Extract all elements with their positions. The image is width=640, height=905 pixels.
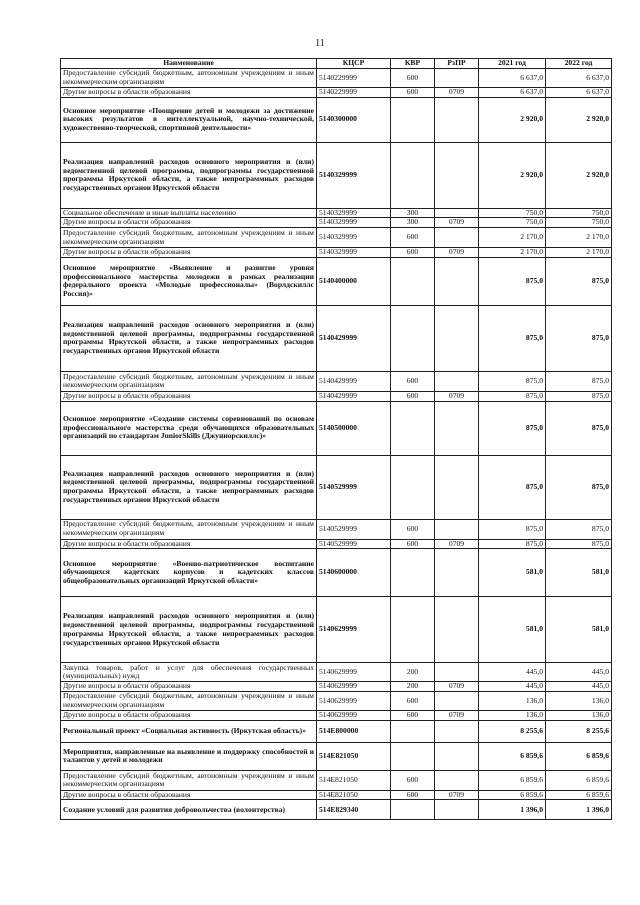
header-rzpr: РзПР xyxy=(435,59,479,69)
table-row xyxy=(61,742,612,770)
row-2022: 875,0 xyxy=(546,519,612,539)
table-row xyxy=(61,692,612,711)
row-2022: 445,0 xyxy=(546,682,612,692)
table-row xyxy=(61,790,612,800)
row-name: Другие вопросы в области образования xyxy=(61,682,317,692)
row-kcsr: 5140229999 xyxy=(317,69,391,88)
row-2022: 875,0 xyxy=(546,455,612,519)
table-row xyxy=(61,455,612,519)
table-row xyxy=(61,711,612,721)
row-kvr: 600 xyxy=(391,228,435,248)
row-kcsr: 5140529999 xyxy=(317,519,391,539)
row-kcsr: 514E821050 xyxy=(317,770,391,790)
row-2021: 875,0 xyxy=(479,391,546,401)
row-rzpr xyxy=(435,97,479,142)
row-kcsr: 5140429999 xyxy=(317,371,391,391)
table-row xyxy=(61,88,612,98)
row-rzpr xyxy=(435,228,479,248)
row-name: Региональный проект «Социальная активность (Иркутская область)» xyxy=(61,720,317,742)
row-kvr xyxy=(391,720,435,742)
row-kcsr: 5140429999 xyxy=(317,391,391,401)
table-row xyxy=(61,770,612,790)
row-kcsr: 5140329999 xyxy=(317,228,391,248)
row-2022: 6 859,6 xyxy=(546,742,612,770)
row-2021: 750,0 xyxy=(479,218,546,228)
row-name: Предоставление субсидий бюджетным, автономным учреждениям и иным некоммерческим организациям xyxy=(61,69,317,88)
row-rzpr xyxy=(435,720,479,742)
table-body xyxy=(61,69,612,820)
row-2022: 8 255,6 xyxy=(546,720,612,742)
row-name: Другие вопросы в области образования xyxy=(61,248,317,258)
row-2021: 6 637,0 xyxy=(479,69,546,88)
table-row xyxy=(61,597,612,663)
table-row xyxy=(61,720,612,742)
page-number: 11 xyxy=(315,38,325,49)
row-2022: 136,0 xyxy=(546,692,612,711)
row-rzpr: 0709 xyxy=(435,682,479,692)
row-rzpr: 0709 xyxy=(435,790,479,800)
row-2022: 875,0 xyxy=(546,401,612,455)
row-rzpr: 0709 xyxy=(435,539,479,549)
table-row xyxy=(61,682,612,692)
row-rzpr: 0709 xyxy=(435,248,479,258)
row-rzpr xyxy=(435,800,479,820)
table-row xyxy=(61,248,612,258)
row-2022: 750,0 xyxy=(546,208,612,218)
table-row xyxy=(61,142,612,208)
table-row xyxy=(61,305,612,371)
row-2021: 750,0 xyxy=(479,208,546,218)
table-row xyxy=(61,97,612,142)
header-kvr: КВР xyxy=(391,59,435,69)
row-name: Социальное обеспечение и иные выплаты населению xyxy=(61,208,317,218)
row-kvr: 200 xyxy=(391,663,435,682)
row-2021: 136,0 xyxy=(479,692,546,711)
row-kvr: 300 xyxy=(391,218,435,228)
header-kcsr: КЦСР xyxy=(317,59,391,69)
row-kvr: 600 xyxy=(391,69,435,88)
row-kvr xyxy=(391,142,435,208)
row-rzpr xyxy=(435,69,479,88)
row-name: Мероприятия, направленные на выявление и поддержку способностей и талантов у детей и молодежи xyxy=(61,742,317,770)
row-2021: 1 396,0 xyxy=(479,800,546,820)
row-kcsr: 5140529999 xyxy=(317,539,391,549)
row-rzpr xyxy=(435,663,479,682)
row-kcsr: 5140329999 xyxy=(317,142,391,208)
row-kcsr: 5140629999 xyxy=(317,663,391,682)
row-name: Основное мероприятие «Военно-патриотическое воспитание обучающихся кадетских корпусов и кадетских классов общеобразовательных организаций Иркутской области» xyxy=(61,549,317,597)
table-header-row xyxy=(61,59,612,69)
row-rzpr: 0709 xyxy=(435,391,479,401)
row-2021: 875,0 xyxy=(479,539,546,549)
table-row xyxy=(61,371,612,391)
row-kvr xyxy=(391,401,435,455)
row-kvr: 600 xyxy=(391,391,435,401)
row-rzpr xyxy=(435,142,479,208)
row-kcsr: 5140329999 xyxy=(317,218,391,228)
table-row xyxy=(61,218,612,228)
header-2022: 2022 год xyxy=(546,59,612,69)
row-2021: 2 920,0 xyxy=(479,97,546,142)
row-name: Предоставление субсидий бюджетным, автономным учреждениям и иным некоммерческим организациям xyxy=(61,770,317,790)
row-kvr: 600 xyxy=(391,248,435,258)
row-kcsr: 5140429999 xyxy=(317,305,391,371)
row-kvr xyxy=(391,742,435,770)
row-2022: 875,0 xyxy=(546,305,612,371)
row-name: Реализация направлений расходов основного мероприятия и (или) ведомственной целевой программы, подпрограммы государственной программы Иркутской области, а также непрограммных расходов государственных органов Иркутской области xyxy=(61,455,317,519)
row-kcsr: 5140600000 xyxy=(317,549,391,597)
table-row xyxy=(61,228,612,248)
row-2022: 1 396,0 xyxy=(546,800,612,820)
row-rzpr xyxy=(435,770,479,790)
row-kvr: 600 xyxy=(391,539,435,549)
row-kvr: 600 xyxy=(391,790,435,800)
row-kvr: 600 xyxy=(391,519,435,539)
row-kcsr: 5140629999 xyxy=(317,682,391,692)
row-2021: 875,0 xyxy=(479,257,546,305)
row-kcsr: 514E821050 xyxy=(317,742,391,770)
row-rzpr xyxy=(435,597,479,663)
row-2021: 445,0 xyxy=(479,663,546,682)
row-2021: 581,0 xyxy=(479,597,546,663)
row-2021: 875,0 xyxy=(479,401,546,455)
row-rzpr xyxy=(435,692,479,711)
row-2022: 875,0 xyxy=(546,371,612,391)
row-name: Другие вопросы в области образования xyxy=(61,88,317,98)
row-2022: 875,0 xyxy=(546,539,612,549)
row-rzpr xyxy=(435,742,479,770)
row-name: Другие вопросы в области образования xyxy=(61,391,317,401)
table-row xyxy=(61,549,612,597)
row-name: Реализация направлений расходов основного мероприятия и (или) ведомственной целевой программы, подпрограммы государственной программы Иркутской области, а также непрограммных расходов государственных органов Иркутской области xyxy=(61,142,317,208)
row-2021: 875,0 xyxy=(479,371,546,391)
row-name: Предоставление субсидий бюджетным, автономным учреждениям и иным некоммерческим организациям xyxy=(61,519,317,539)
row-kcsr: 5140629999 xyxy=(317,692,391,711)
row-kvr xyxy=(391,257,435,305)
row-name: Реализация направлений расходов основного мероприятия и (или) ведомственной целевой программы, подпрограммы государственной программы Иркутской области, а также непрограммных расходов государственных органов Иркутской области xyxy=(61,305,317,371)
row-kvr xyxy=(391,549,435,597)
row-kvr: 600 xyxy=(391,770,435,790)
row-name: Другие вопросы в области образования xyxy=(61,711,317,721)
row-2022: 2 920,0 xyxy=(546,97,612,142)
row-kcsr: 5140529999 xyxy=(317,455,391,519)
table-row xyxy=(61,257,612,305)
row-name: Предоставление субсидий бюджетным, автономным учреждениям и иным некоммерческим организациям xyxy=(61,228,317,248)
row-kcsr: 514E829340 xyxy=(317,800,391,820)
row-name: Основное мероприятие «Поощрение детей и молодежи за достижение высоких результатов в интеллектуальной, научно-технической, художественно-творческой, спортивной деятельности» xyxy=(61,97,317,142)
row-kvr xyxy=(391,597,435,663)
row-rzpr xyxy=(435,401,479,455)
row-kvr: 600 xyxy=(391,371,435,391)
row-2021: 875,0 xyxy=(479,519,546,539)
row-2022: 581,0 xyxy=(546,549,612,597)
row-kcsr: 5140629999 xyxy=(317,597,391,663)
row-2021: 2 170,0 xyxy=(479,248,546,258)
row-name: Другие вопросы в области образования xyxy=(61,218,317,228)
row-kcsr: 5140629999 xyxy=(317,711,391,721)
row-2021: 6 637,0 xyxy=(479,88,546,98)
row-kcsr: 5140500000 xyxy=(317,401,391,455)
row-kcsr: 5140229999 xyxy=(317,88,391,98)
row-rzpr xyxy=(435,257,479,305)
row-name: Закупка товаров, работ и услуг для обеспечения государственных (муниципальных) нужд xyxy=(61,663,317,682)
row-2022: 136,0 xyxy=(546,711,612,721)
row-rzpr xyxy=(435,549,479,597)
row-kvr: 300 xyxy=(391,208,435,218)
row-2022: 875,0 xyxy=(546,257,612,305)
row-2021: 2 170,0 xyxy=(479,228,546,248)
row-rzpr xyxy=(435,519,479,539)
row-2021: 6 859,6 xyxy=(479,742,546,770)
table-row xyxy=(61,208,612,218)
row-2021: 581,0 xyxy=(479,549,546,597)
row-kvr xyxy=(391,455,435,519)
row-name: Другие вопросы в области образования xyxy=(61,539,317,549)
row-2022: 2 170,0 xyxy=(546,228,612,248)
row-2021: 6 859,6 xyxy=(479,770,546,790)
row-2022: 6 859,6 xyxy=(546,770,612,790)
row-kcsr: 514E800000 xyxy=(317,720,391,742)
row-kvr: 200 xyxy=(391,682,435,692)
row-2022: 875,0 xyxy=(546,391,612,401)
row-2022: 6 637,0 xyxy=(546,88,612,98)
row-kvr xyxy=(391,305,435,371)
row-kcsr: 5140300000 xyxy=(317,97,391,142)
row-name: Реализация направлений расходов основного мероприятия и (или) ведомственной целевой программы, подпрограммы государственной программы Иркутской области, а также непрограммных расходов государственных органов Иркутской области xyxy=(61,597,317,663)
row-rzpr xyxy=(435,455,479,519)
row-2022: 6 859,6 xyxy=(546,790,612,800)
row-kcsr: 514E821050 xyxy=(317,790,391,800)
row-2021: 2 920,0 xyxy=(479,142,546,208)
row-2021: 8 255,6 xyxy=(479,720,546,742)
row-rzpr: 0709 xyxy=(435,88,479,98)
row-2022: 750,0 xyxy=(546,218,612,228)
row-name: Предоставление субсидий бюджетным, автономным учреждениям и иным некоммерческим организациям xyxy=(61,692,317,711)
row-2022: 2 920,0 xyxy=(546,142,612,208)
row-2021: 445,0 xyxy=(479,682,546,692)
row-kvr xyxy=(391,800,435,820)
row-2022: 445,0 xyxy=(546,663,612,682)
header-2021: 2021 год xyxy=(479,59,546,69)
table-row xyxy=(61,519,612,539)
row-2022: 2 170,0 xyxy=(546,248,612,258)
table-row xyxy=(61,800,612,820)
row-kvr: 600 xyxy=(391,88,435,98)
table-row xyxy=(61,663,612,682)
row-kcsr: 5140329999 xyxy=(317,208,391,218)
row-rzpr xyxy=(435,208,479,218)
row-kcsr: 5140400000 xyxy=(317,257,391,305)
row-rzpr xyxy=(435,371,479,391)
table-row xyxy=(61,69,612,88)
row-2021: 875,0 xyxy=(479,455,546,519)
row-name: Предоставление субсидий бюджетным, автономным учреждениям и иным некоммерческим организациям xyxy=(61,371,317,391)
row-name: Другие вопросы в области образования xyxy=(61,790,317,800)
row-2022: 581,0 xyxy=(546,597,612,663)
row-kvr: 600 xyxy=(391,692,435,711)
row-name: Основное мероприятие «Создание системы соревнований по основам профессионального мастерства среди обучающихся образовательных организаций по стандартам JuniorSkills (Джуниорскиллс)» xyxy=(61,401,317,455)
row-2021: 136,0 xyxy=(479,711,546,721)
row-kvr xyxy=(391,97,435,142)
row-kvr: 600 xyxy=(391,711,435,721)
row-2021: 6 859,6 xyxy=(479,790,546,800)
row-2022: 6 637,0 xyxy=(546,69,612,88)
row-name: Основное мероприятие «Выявление и развитие уровня профессионального мастерства молодежи в рамках реализации федерального проекта «Молодые профессионалы» (Ворлдскиллс Россия)» xyxy=(61,257,317,305)
row-rzpr xyxy=(435,305,479,371)
table-row xyxy=(61,401,612,455)
table-row xyxy=(61,391,612,401)
row-2021: 875,0 xyxy=(479,305,546,371)
row-rzpr: 0709 xyxy=(435,218,479,228)
row-name: Создание условий для развития добровольчества (волонтерства) xyxy=(61,800,317,820)
budget-table xyxy=(60,58,612,820)
row-rzpr: 0709 xyxy=(435,711,479,721)
header-name: Наименование xyxy=(61,59,317,69)
table-row xyxy=(61,539,612,549)
row-kcsr: 5140329999 xyxy=(317,248,391,258)
